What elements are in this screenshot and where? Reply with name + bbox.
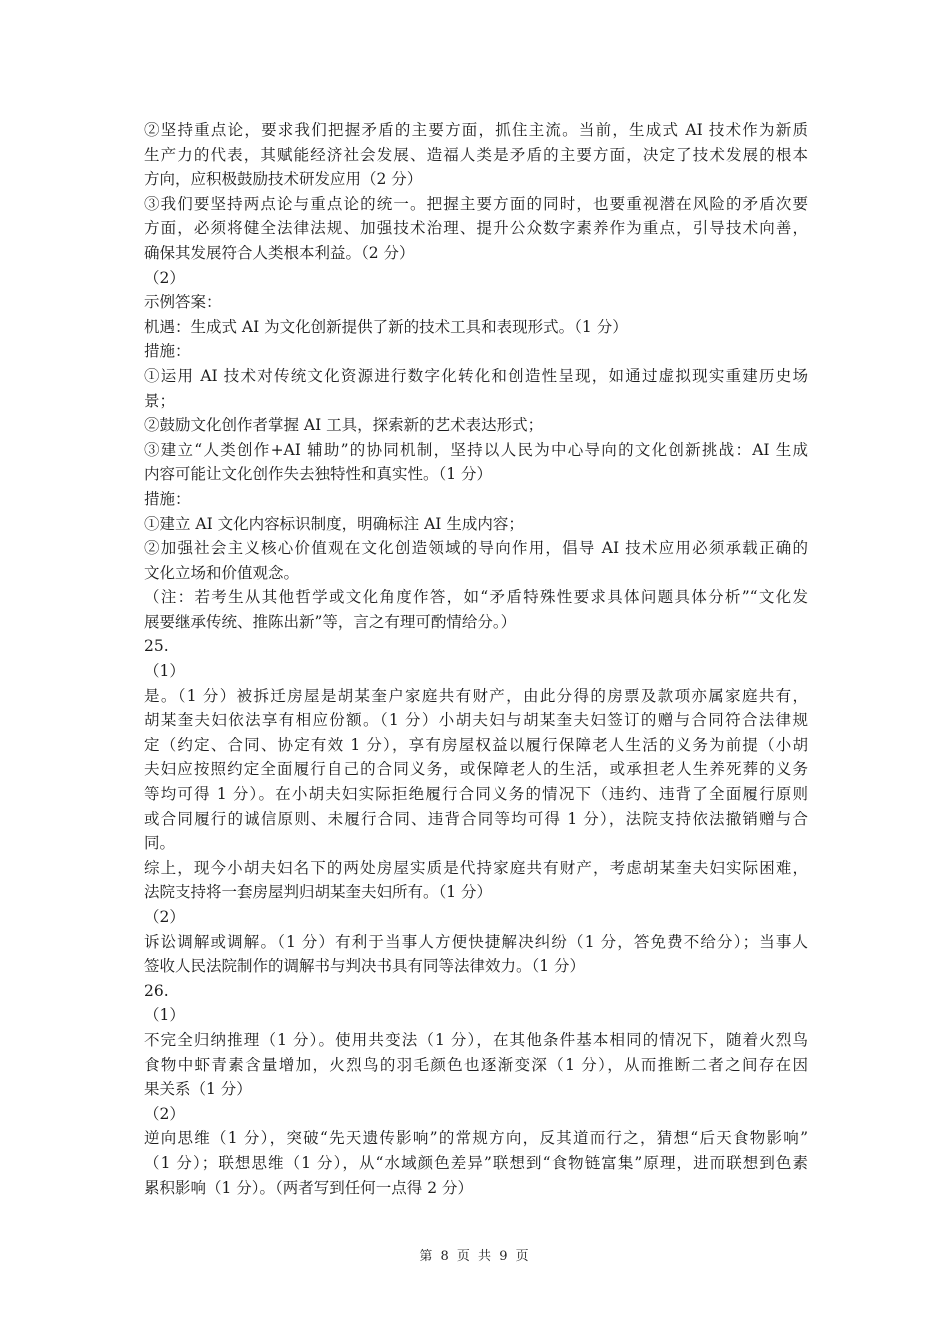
text-line: 确保其发展符合人类根本利益。（2 分）: [144, 243, 415, 262]
text-line: 内容可能让文化创作失去独特性和真实性。（1 分）: [144, 465, 493, 484]
text-line: 胡某奎夫妇依法享有相应份额。（1 分）小胡夫妇与胡某奎夫妇签订的赠与合同符合法律规: [144, 711, 808, 730]
text-line: ①运用 AI 技术对传统文化资源进行数字化转化和创造性呈现，如通过虚拟现实重建历史场: [144, 366, 808, 385]
text-line: 是。（1 分）被拆迁房屋是胡某奎户家庭共有财产，由此分得的房票及款项亦属家庭共有，: [144, 686, 808, 705]
text-line: 机遇：生成式 AI 为文化创新提供了新的技术工具和表现形式。（1 分）: [144, 317, 628, 336]
text-line: 法院支持将一套房屋判归胡某奎夫妇所有。（1 分）: [144, 883, 493, 902]
text-line: ③建立“人类创作+AI 辅助”的协同机制，坚持以人民为中心导向的文化创新挑战：AI 生成: [144, 440, 808, 459]
text-line: 同。: [144, 834, 176, 853]
text-line: 逆向思维（1 分），突破“先天遗传影响”的常规方向，反其道而行之，猜想“后天食物影响”: [144, 1129, 808, 1148]
text-line: 展要继承传统、推陈出新”等，言之有理可酌情给分。）: [144, 612, 517, 631]
text-line: 方向，应积极鼓励技术研发应用（2 分）: [144, 170, 423, 189]
text-line: 夫妇应按照约定全面履行自己的合同义务，或保障老人的生活，或承担老人生养死葬的义务: [144, 760, 808, 779]
text-line: 等均可得 1 分）。在小胡夫妇实际拒绝履行合同义务的情况下（违约、违背了全面履行原则: [144, 785, 808, 804]
text-line: ①建立 AI 文化内容标识制度，明确标注 AI 生成内容；: [144, 514, 524, 533]
text-line: 不完全归纳推理（1 分）。使用共变法（1 分），在其他条件基本相同的情况下，随着火烈鸟: [144, 1030, 808, 1049]
text-line: 定（约定、合同、协定有效 1 分），享有房屋权益以履行保障老人生活的义务为前提（小胡: [144, 735, 808, 754]
text-line: 景；: [144, 391, 176, 410]
text-line: 方面，必须将健全法律法规、加强技术治理、提升公众数字素养作为重点，引导技术向善，: [144, 219, 808, 238]
question-number: 25.: [144, 637, 169, 656]
text-line: 累积影响（1 分）。（两者写到任何一点得 2 分）: [144, 1178, 474, 1197]
text-line: 或合同履行的诚信原则、未履行合同、违背合同等均可得 1 分），法院支持依法撤销赠与合: [144, 809, 808, 828]
text-line: ③我们要坚持两点论与重点论的统一。把握主要方面的同时，也要重视潜在风险的矛盾次要: [144, 194, 808, 213]
text-line: 签收人民法院制作的调解书与判决书具有同等法律效力。（1 分）: [144, 957, 586, 976]
text-line: 示例答案：: [144, 293, 222, 312]
text-line: 诉讼调解或调解。（1 分）有利于当事人方便快捷解决纠纷（1 分，答免费不给分）；当事人: [144, 932, 808, 951]
question-part-label: （1）: [144, 1006, 185, 1025]
text-line: ②鼓励文化创作者掌握 AI 工具，探索新的艺术表达形式；: [144, 416, 544, 435]
question-part-label: （1）: [144, 662, 185, 681]
answer-body: [144, 118, 808, 1200]
page-number-footer: 第 8 页 共 9 页: [419, 1249, 531, 1264]
text-line: 措施：: [144, 489, 191, 508]
question-part-label: （2）: [144, 1104, 185, 1123]
question-part-label: （2）: [144, 268, 185, 287]
text-line: （1 分）；联想思维（1 分），从“水域颜色差异”联想到“食物链富集”原理，进而联想到色素: [144, 1153, 808, 1172]
question-part-label: （2）: [144, 908, 185, 926]
text-line: （注：若考生从其他哲学或文化角度作答，如“矛盾特殊性要求具体问题具体分析”“文化发: [144, 588, 808, 607]
text-line: 综上，现今小胡夫妇名下的两处房屋实质是代持家庭共有财产，考虑胡某奎夫妇实际困难，: [144, 858, 808, 877]
text-line: 生产力的代表，其赋能经济社会发展、造福人类是矛盾的主要方面，决定了技术发展的根本: [144, 145, 808, 164]
text-line: 果关系（1 分）: [144, 1080, 252, 1099]
text-line: ②加强社会主义核心价值观在文化创造领域的导向作用，倡导 AI 技术应用必须承载正确的: [144, 539, 808, 558]
text-line: 文化立场和价值观念。: [144, 563, 300, 582]
text-line: 食物中虾青素含量增加，火烈鸟的羽毛颜色也逐渐变深（1 分），从而推断二者之间存在因: [144, 1055, 808, 1074]
text-line: ②坚持重点论，要求我们把握矛盾的主要方面，抓住主流。当前，生成式 AI 技术作为新质: [144, 121, 808, 139]
text-line: 措施：: [144, 342, 191, 361]
question-number: 26.: [144, 981, 169, 1000]
